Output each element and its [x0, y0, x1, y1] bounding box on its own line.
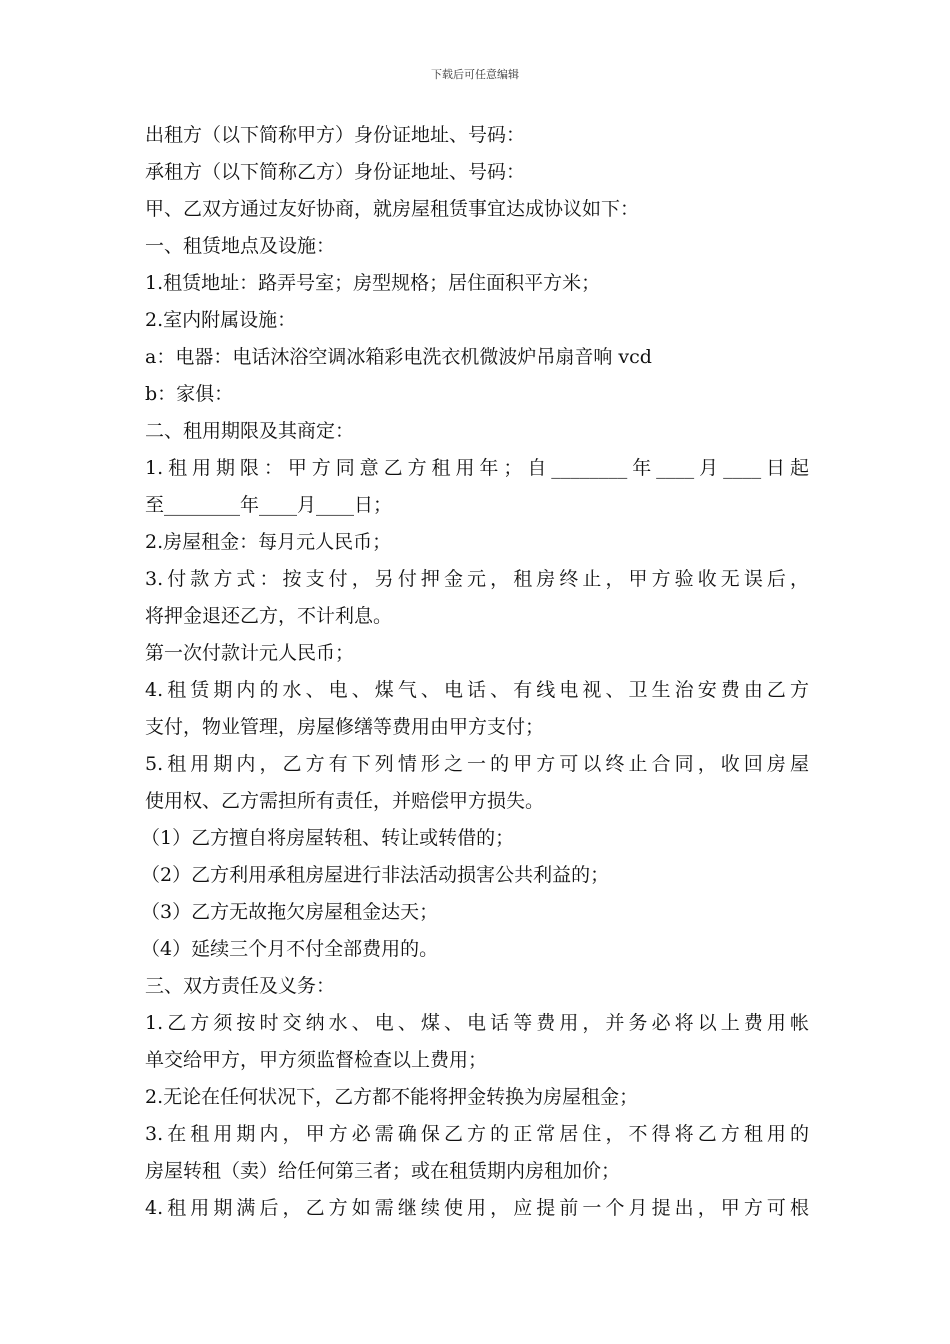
clause-line: 支付，物业管理，房屋修缮等费用由甲方支付；: [145, 716, 545, 738]
clause-line: 单交给甲方，甲方须监督检查以上费用；: [145, 1049, 488, 1071]
clause-line: 5.租用期内，乙方有下列情形之一的甲方可以终止合同，收回房屋: [145, 753, 809, 775]
document-body: [141, 117, 809, 1227]
agreement-intro: 甲、乙双方通过友好协商，就房屋租赁事宜达成协议如下：: [145, 198, 640, 220]
clause-line: a：电器：电话沐浴空调冰箱彩电洗衣机微波炉吊扇音响 vcd: [145, 346, 652, 368]
clause-line: 使用权、乙方需担所有责任，并赔偿甲方损失。: [145, 790, 545, 812]
sub-clause-line: （2）乙方利用承租房屋进行非法活动损害公共利益的；: [141, 864, 610, 886]
clause-line: 2.房屋租金：每月元人民币；: [145, 531, 392, 553]
clause-line: 2.室内附属设施：: [145, 309, 297, 331]
clause-line: 1.租赁地址：路弄号室；房型规格；居住面积平方米；: [145, 272, 601, 294]
clause-line: 3.付款方式：按支付，另付押金元，租房终止，甲方验收无误后，: [145, 568, 809, 590]
clause-line: 3.在租用期内，甲方必需确保乙方的正常居住，不得将乙方租用的: [145, 1123, 809, 1145]
clause-line: 1.租用期限：甲方同意乙方租用年；自________年____月____日起: [145, 457, 809, 479]
sub-clause-line: （1）乙方擅自将房屋转租、转让或转借的；: [141, 827, 515, 849]
clause-line: 2.无论在任何状况下，乙方都不能将押金转换为房屋租金；: [145, 1086, 639, 1108]
section-heading: 一、租赁地点及设施：: [145, 235, 336, 257]
clause-line: 4.租用期满后，乙方如需继续使用，应提前一个月提出，甲方可根: [145, 1197, 809, 1219]
clause-line: b：家俱：: [145, 383, 234, 405]
clause-line: 4.租赁期内的水、电、煤气、电话、有线电视、卫生治安费由乙方: [145, 679, 809, 701]
section-heading: 二、租用期限及其商定：: [145, 420, 355, 442]
party-a-line: 出租方（以下简称甲方）身份证地址、号码：: [145, 124, 526, 146]
clause-line: 房屋转租（卖）给任何第三者；或在租赁期内房租加价；: [145, 1160, 621, 1182]
clause-line: 1.乙方须按时交纳水、电、煤、电话等费用，并务必将以上费用帐: [145, 1012, 809, 1034]
header-note: 下载后可任意编辑: [431, 68, 519, 81]
clause-line: 第一次付款计元人民币；: [145, 642, 355, 664]
section-heading: 三、双方责任及义务：: [145, 975, 336, 997]
clause-line: 将押金退还乙方，不计利息。: [145, 605, 393, 627]
sub-clause-line: （3）乙方无故拖欠房屋租金达天；: [141, 901, 439, 923]
party-b-line: 承租方（以下简称乙方）身份证地址、号码：: [145, 161, 526, 183]
clause-line: 至________年____月____日；: [145, 494, 393, 516]
sub-clause-line: （4）延续三个月不付全部费用的。: [141, 938, 439, 960]
